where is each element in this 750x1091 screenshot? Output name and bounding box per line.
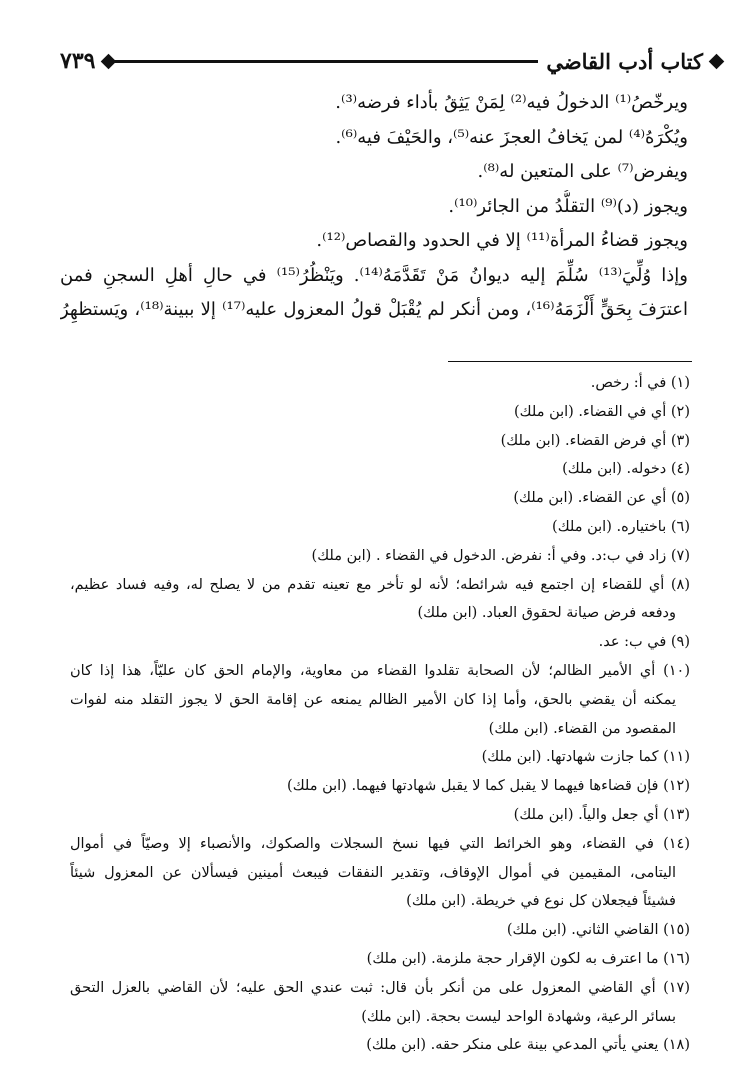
footnote: (١١) كما جازت شهادتها. (ابن ملك) xyxy=(481,749,690,766)
footnote: (١) في أ: رخص. xyxy=(590,375,690,391)
footnote: (٧) زاد في ب:د. وفي أ: نفرض. الدخول في القضاء . (ابن ملك) xyxy=(311,547,690,564)
footnote: (١٨) يعني يأتي المدعي بينة على منكر حقه. (ابن ملك) xyxy=(366,1037,690,1054)
footnote-continuation: المقصود من القضاء. (ابن ملك) xyxy=(488,720,676,737)
footnote-separator xyxy=(448,361,692,362)
text-line: ويُكْرَهُ⁽⁴⁾ لمن يَخافُ العجزَ عنه⁽⁵⁾، والحَيْفَ فيه⁽⁶⁾. xyxy=(335,126,688,148)
header-rule xyxy=(114,60,538,63)
text-line: ويرخّصُ⁽¹⁾ الدخولُ فيه⁽²⁾ لِمَنْ يَثِقُ بأداء فرضه⁽³⁾. xyxy=(335,92,688,113)
footnote: (٤) دخوله. (ابن ملك) xyxy=(562,461,690,478)
page-number: ٧٣٩ xyxy=(60,48,96,74)
text-line: ويجوز (د)⁽⁹⁾ التقلُّدُ من الجائر⁽¹⁰⁾. xyxy=(448,195,688,217)
footnotes xyxy=(70,369,690,1060)
footnote: (١٥) القاضي الثاني. (ابن ملك) xyxy=(506,922,690,939)
footnote-continuation: ودفعه فرض صيانة لحقوق العباد. (ابن ملك) xyxy=(417,605,676,622)
main-text xyxy=(60,86,688,328)
text-line: ويجوز قضاءُ المرأة⁽¹¹⁾ إلا في الحدود والقصاص⁽¹²⁾. xyxy=(316,230,688,251)
footnote: (١٣) أي جعل والياً. (ابن ملك) xyxy=(513,806,690,823)
header-ornament-left xyxy=(101,53,117,69)
footnote-continuation: يمكنه أن يقضي بالحق، وأما إذا كان الأمير الظالم يمنعه عن إقامة الحق لا يجوز التقلد منه لفوات xyxy=(70,691,676,708)
text-line: وإذا وُلِّيَ⁽¹³⁾ سُلِّمَ إليه ديوانُ مَنْ تَقَدَّمَهُ⁽¹⁴⁾. ويَنْظُرُ⁽¹⁵⁾ في حالِ أهلِ السجنِ فمن xyxy=(60,264,688,286)
footnote: (٥) أي عن القضاء. (ابن ملك) xyxy=(513,490,690,507)
footnote: (١٠) أي الأمير الظالم؛ لأن الصحابة تقلدوا القضاء من معاوية، والإمام الحق كان عليّاً، هذا إذا كان xyxy=(70,662,690,679)
text-line: ويفرض⁽⁷⁾ على المتعين له⁽⁸⁾. xyxy=(477,161,688,182)
footnote-continuation: فشيئاً فيجعلان كل نوع في خريطة. (ابن ملك) xyxy=(406,893,676,910)
book-title: كتاب أدب القاضي xyxy=(546,48,703,74)
running-header xyxy=(52,44,722,78)
footnote: (١٤) في القضاء، وهو الخرائط التي فيها نسخ السجلات والصكوك، والأنصباء إلا وصيّاً في أموال xyxy=(70,835,690,852)
footnote: (٩) في ب: عد. xyxy=(598,634,690,651)
footnote: (٢) أي في القضاء. (ابن ملك) xyxy=(514,403,690,420)
footnote: (١٢) فإن قضاءها فيهما لا يقبل كما لا يقبل شهادتها فيهما. (ابن ملك) xyxy=(287,778,690,795)
footnote: (١٦) ما اعترف به لكون الإقرار حجة ملزمة. (ابن ملك) xyxy=(366,950,690,967)
footnote-continuation: بسائر الرعية، وشهادة الواحد ليست بحجة. (ابن ملك) xyxy=(361,1008,676,1025)
header-ornament-right xyxy=(709,53,725,69)
footnote: (٦) باختياره. (ابن ملك) xyxy=(552,518,690,535)
footnote: (٨) أي للقضاء إن اجتمع فيه شرائطه؛ لأنه لو تأخر مع تعينه تقدم من لا يصلح له، وفيه فساد عظيم، xyxy=(70,576,690,593)
footnote: (١٧) أي القاضي المعزول على من أنكر بأن قال: ثبت عندي الحق عليه؛ لأن القاضي بالعزل التحق xyxy=(70,979,690,996)
footnote-continuation: اليتامى، المقيمين في أموال الإوقاف، وتقدير النفقات فيبعث أمينين فيسألان عن المعزول شيئاً xyxy=(70,864,676,881)
text-line: اعترَفَ بِحَقٍّ أَلْزَمَهُ⁽¹⁶⁾، ومن أنكر لم يُقْبَلْ قولُ المعزول عليه⁽¹⁷⁾ إلا ببينة⁽¹⁸⁾، ويَستظهِرُ xyxy=(60,299,688,320)
footnote: (٣) أي فرض القضاء. (ابن ملك) xyxy=(500,432,690,449)
